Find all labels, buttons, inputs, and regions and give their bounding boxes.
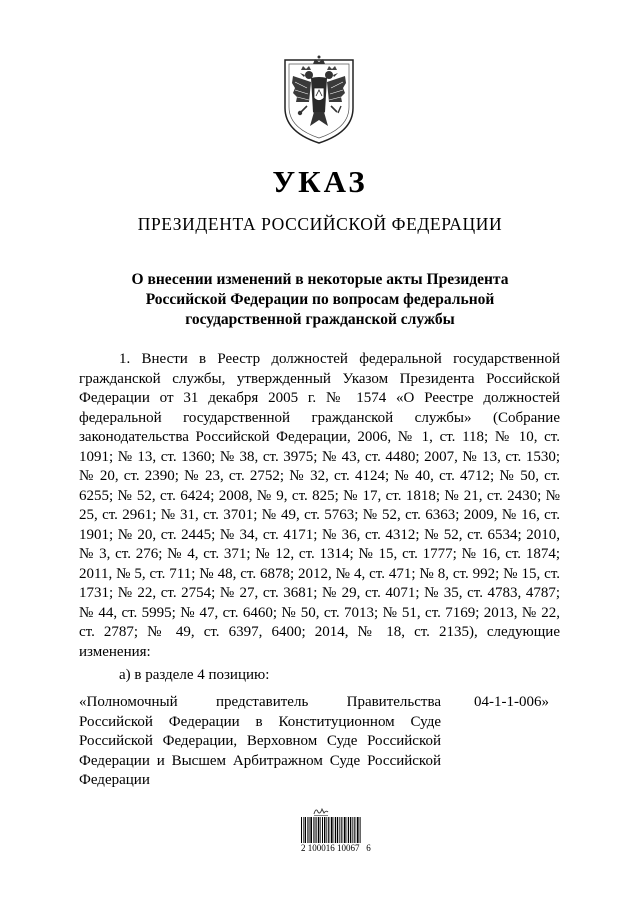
item-a: а) в разделе 4 позицию: bbox=[119, 667, 270, 683]
handwritten-initials-mark bbox=[313, 806, 329, 816]
position-text: «Полномочный представитель Правительства Российской Федерации в Конституционном Суде Российской Федерации, Верховном Суде Российской Федерации и Высшем Арбитражном Суде Российской Федерации bbox=[79, 694, 441, 788]
barcode-icon bbox=[301, 817, 361, 843]
coat-of-arms-emblem bbox=[279, 50, 359, 146]
barcode-number: 2 100016 10067 6 bbox=[301, 843, 371, 853]
document-heading: О внесении изменений в некоторые акты Президента Российской Федерации по вопросам федеральной государственной гражданской службы bbox=[131, 271, 509, 328]
document-title: УКАЗ bbox=[272, 164, 368, 199]
paragraph-1: 1. Внести в Реестр должностей федеральной государственной гражданской службы, утвержденный Указом Президента Российской Федерации от 31 декабря 2005 г. № 1574 «О Реестре должностей федеральной государственной гражданской службы» (Собрание законодательства Российской Федерации, 2006, № 1, ст. 118; № 10, ст. 1091; № 13, ст. 1360; № 38, ст. 3975; № 43, ст. 4480; 2007, № 13, ст. 1530; № 20, ст. 2390; № 23, ст. 2752; № 32, ст. 4124; № 40, ст. 4712; № 50, ст. 6255; № 52, ст. 6424; 2008, № 9, ст. 825; № 17, ст. 1818; № 21, ст. 2430; № 25, ст. 2961; № 31, ст. 3701; № 49, ст. 5763; № 52, ст. 6363; 2009, № 16, ст. 1901; № 20, ст. 2445; № 34, ст. 4171; № 36, ст. 4312; № 52, ст. 6534; 2010, № 3, ст. 276; № 4, ст. 371; № 12, ст. 1314; № 15, ст. 1777; № 16, ст. 1874; 2011, № 5, ст. 711; № 48, ст. 6878; 2012, № 4, ст. 471; № 8, ст. 992; № 15, ст. 1731; № 22, ст. 2754; № 27, ст. 3681; № 29, ст. 4071; № 35, ст. 4783, 4787; № 44, ст. 5995; № 47, ст. 6460; № 50, ст. 7013; № 51, ст. 7169; 2013, № 22, ст. 2787; № 49, ст. 6397, 6400; 2014, № 18, ст. 2135), следующие изменения: bbox=[79, 351, 560, 660]
double-headed-eagle-icon bbox=[279, 50, 359, 146]
position-code: 04-1-1-006» bbox=[474, 694, 549, 710]
document-subtitle: ПРЕЗИДЕНТА РОССИЙСКОЙ ФЕДЕРАЦИИ bbox=[137, 214, 503, 234]
